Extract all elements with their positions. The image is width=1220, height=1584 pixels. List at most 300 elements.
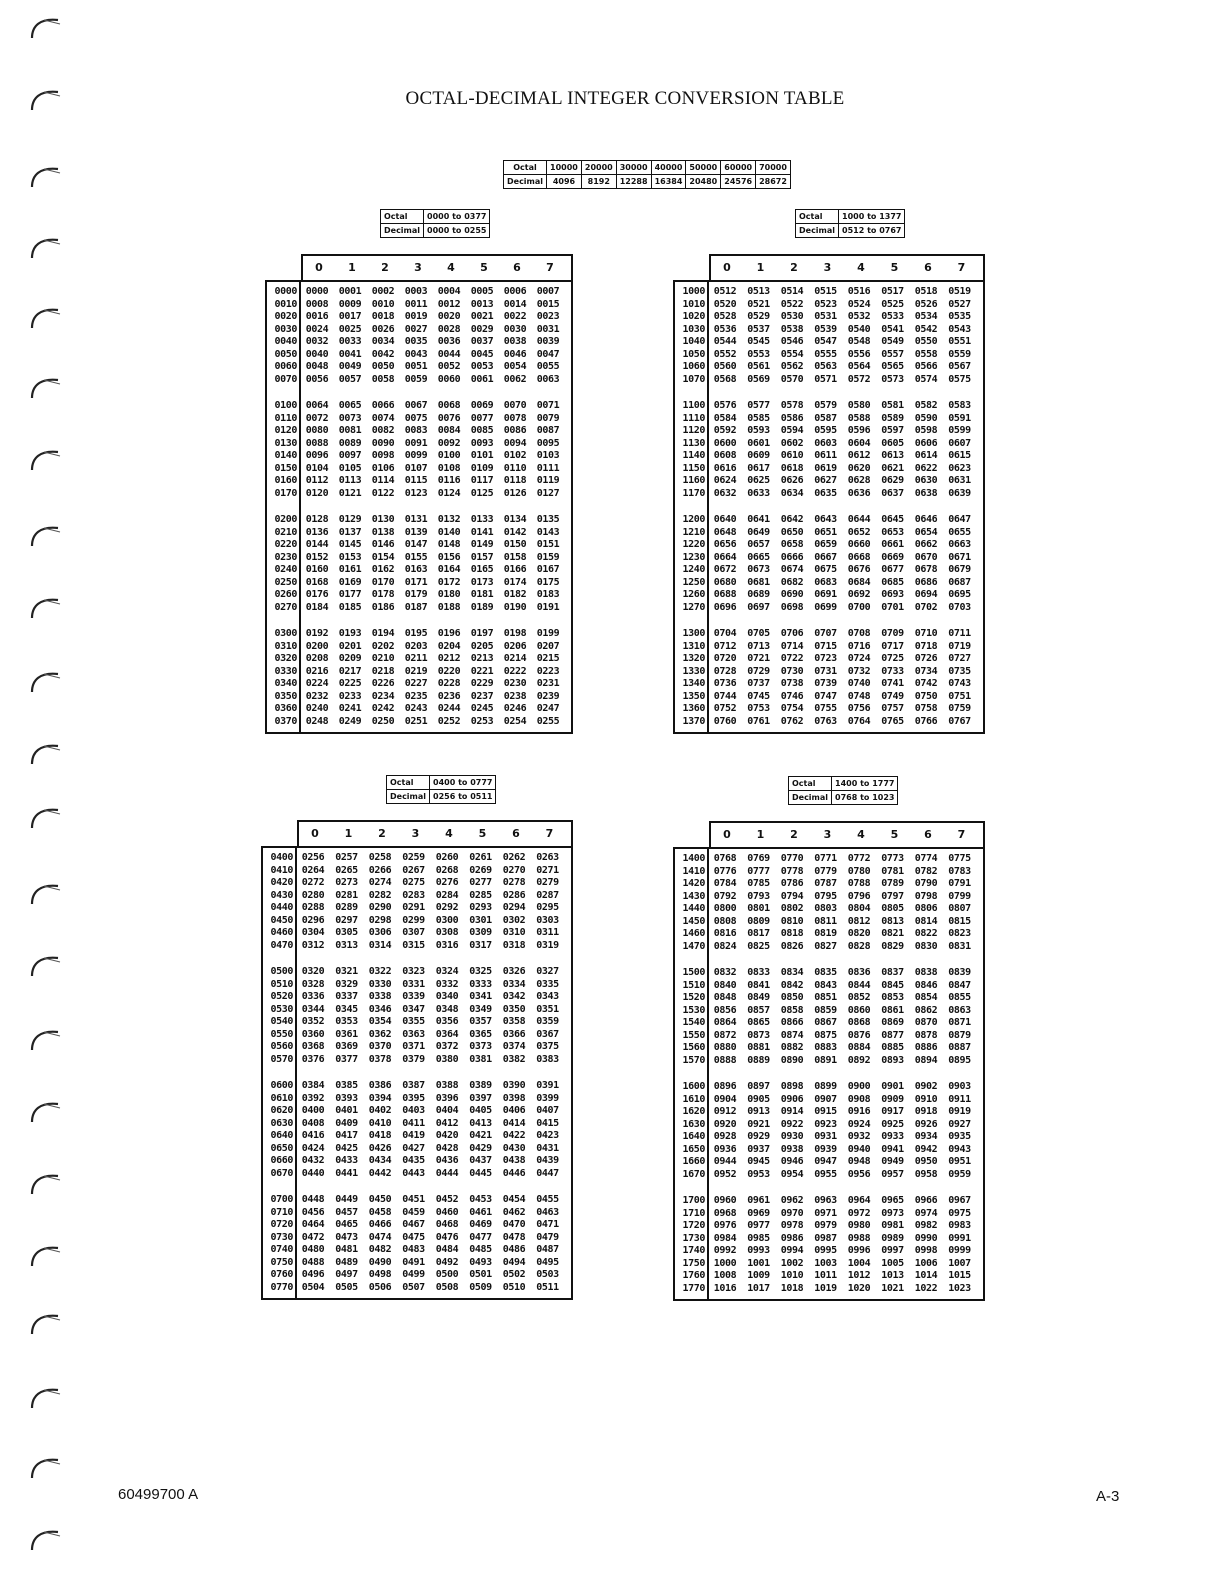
summary-decimal-cell: 4096 xyxy=(547,175,582,189)
table-row xyxy=(709,903,985,916)
column-header: 2 xyxy=(381,261,389,274)
decimal-cell: 0253 xyxy=(470,715,494,727)
decimal-cell: 0050 xyxy=(371,361,395,372)
column-header: 7 xyxy=(546,261,554,274)
decimal-cell: 0558 xyxy=(914,348,938,360)
decimal-cell: 0604 xyxy=(847,437,871,449)
decimal-cell: 0441 xyxy=(335,1167,358,1179)
decimal-cell: 0636 xyxy=(847,487,871,499)
decimal-cell: 0710 xyxy=(914,628,938,639)
decimal-cell: 0011 xyxy=(404,298,428,310)
decimal-cell: 0688 xyxy=(713,589,737,600)
decimal-cell: 0430 xyxy=(502,1142,526,1154)
table-row xyxy=(709,691,985,704)
decimal-cell: 0186 xyxy=(371,601,395,613)
decimal-cell: 0661 xyxy=(881,539,904,550)
decimal-cell: 0943 xyxy=(948,1143,971,1155)
decimal-cell: 0771 xyxy=(814,853,837,864)
decimal-cell: 0992 xyxy=(713,1245,737,1256)
table-row xyxy=(709,628,985,641)
decimal-cell: 0974 xyxy=(914,1207,938,1219)
decimal-cell: 0033 xyxy=(338,336,362,347)
column-header: 4 xyxy=(857,261,865,274)
row-octal-label: 0330 xyxy=(274,665,297,677)
decimal-cell: 0283 xyxy=(402,889,425,901)
decimal-cell: 0572 xyxy=(847,373,871,385)
decimal-cell: 0774 xyxy=(914,853,938,864)
decimal-cell: 0425 xyxy=(335,1142,358,1154)
decimal-cell: 0859 xyxy=(814,1004,837,1016)
row-octal-label: 1460 xyxy=(682,928,705,939)
decimal-cell: 0971 xyxy=(814,1207,837,1219)
decimal-cell: 0933 xyxy=(881,1131,904,1142)
table-row xyxy=(297,1054,573,1067)
row-octal-label: 0020 xyxy=(274,311,297,322)
decimal-cell: 0328 xyxy=(301,978,325,990)
decimal-cell: 0682 xyxy=(780,576,804,588)
decimal-cell: 0742 xyxy=(914,678,938,689)
decimal-cell: 0646 xyxy=(914,514,938,525)
row-octal-label: 1310 xyxy=(682,640,705,652)
decimal-cell: 0381 xyxy=(469,1053,492,1065)
range-octal-label: Octal xyxy=(789,777,832,791)
row-octal-label: 0040 xyxy=(274,336,297,347)
decimal-cell: 0340 xyxy=(435,991,459,1002)
row-octal-label: 0770 xyxy=(270,1281,293,1293)
decimal-cell: 0709 xyxy=(881,628,904,639)
table-row xyxy=(301,324,573,337)
decimal-cell: 0293 xyxy=(469,902,492,913)
punch-hole-mark xyxy=(24,668,64,694)
row-octal-label: 0140 xyxy=(274,450,297,461)
row-octal-label: 0160 xyxy=(274,475,297,486)
decimal-cell: 0837 xyxy=(881,967,904,978)
decimal-cell: 0734 xyxy=(914,665,938,677)
decimal-cell: 0927 xyxy=(948,1118,971,1130)
decimal-cell: 0632 xyxy=(713,487,737,499)
decimal-cell: 0077 xyxy=(470,412,494,424)
decimal-cell: 0447 xyxy=(536,1167,559,1179)
decimal-cell: 0635 xyxy=(814,487,837,499)
decimal-cell: 0341 xyxy=(469,991,492,1002)
decimal-cell: 0849 xyxy=(747,992,770,1003)
table-row xyxy=(301,539,573,552)
decimal-cell: 0505 xyxy=(335,1281,358,1293)
column-header: 6 xyxy=(512,827,520,840)
decimal-cell: 0569 xyxy=(747,373,770,385)
decimal-cell: 0987 xyxy=(814,1232,837,1244)
decimal-cell: 0256 xyxy=(301,852,325,863)
decimal-cell: 0960 xyxy=(713,1195,737,1206)
column-header: 3 xyxy=(823,828,832,841)
decimal-cell: 0356 xyxy=(435,1016,459,1027)
table-row xyxy=(709,374,985,387)
decimal-cell: 0876 xyxy=(847,1029,871,1041)
decimal-cell: 0720 xyxy=(713,653,737,664)
decimal-cell: 0334 xyxy=(502,978,526,990)
decimal-cell: 0522 xyxy=(780,298,804,310)
table-row xyxy=(297,1105,573,1118)
decimal-cell: 0398 xyxy=(502,1092,526,1104)
row-octal-label: 0620 xyxy=(270,1105,293,1116)
row-octal-label: 0030 xyxy=(274,323,297,335)
decimal-cell: 0654 xyxy=(914,526,938,538)
decimal-cell: 0299 xyxy=(402,914,425,926)
decimal-cell: 0830 xyxy=(914,940,938,952)
decimal-cell: 0890 xyxy=(780,1054,804,1066)
decimal-cell: 1011 xyxy=(814,1270,837,1281)
decimal-cell: 0638 xyxy=(914,487,938,499)
decimal-cell: 0422 xyxy=(502,1130,526,1141)
decimal-cell: 0479 xyxy=(536,1231,559,1243)
decimal-cell: 0599 xyxy=(948,425,971,436)
decimal-cell: 0567 xyxy=(948,361,971,372)
decimal-cell: 1008 xyxy=(713,1270,737,1281)
decimal-cell: 0589 xyxy=(881,412,904,424)
decimal-cell: 0939 xyxy=(814,1143,837,1155)
decimal-cell: 0225 xyxy=(338,678,362,689)
decimal-cell: 0106 xyxy=(371,462,395,474)
decimal-cell: 0406 xyxy=(502,1105,526,1116)
decimal-cell: 0030 xyxy=(503,323,527,335)
decimal-cell: 0000 xyxy=(305,286,329,297)
decimal-cell: 0153 xyxy=(338,551,362,563)
row-octal-label: 0660 xyxy=(270,1155,293,1166)
decimal-cell: 0670 xyxy=(914,551,938,563)
decimal-cell: 0818 xyxy=(780,928,804,939)
punch-hole-mark xyxy=(24,234,64,260)
row-octal-label: 1370 xyxy=(682,715,705,727)
table-row xyxy=(301,716,573,729)
decimal-cell: 0465 xyxy=(335,1219,358,1230)
decimal-cell: 0271 xyxy=(536,864,559,876)
decimal-cell: 0370 xyxy=(368,1041,392,1052)
punch-hole-mark xyxy=(24,880,64,906)
decimal-cell: 0295 xyxy=(536,902,559,913)
row-octal-label: 1130 xyxy=(682,437,705,449)
decimal-cell: 1012 xyxy=(847,1270,871,1281)
decimal-cell: 0368 xyxy=(301,1041,325,1052)
summary-decimal-cell: 28672 xyxy=(756,175,791,189)
decimal-cell: 0243 xyxy=(404,703,428,714)
table-row xyxy=(301,577,573,590)
decimal-cell: 0526 xyxy=(914,298,938,310)
decimal-cell: 0819 xyxy=(814,928,837,939)
decimal-cell: 0221 xyxy=(470,665,494,677)
summary-octal-cell: 60000 xyxy=(721,161,756,175)
range-octal-label: Octal xyxy=(387,776,430,790)
decimal-cell: 0878 xyxy=(914,1029,938,1041)
decimal-cell: 0049 xyxy=(338,361,362,372)
decimal-cell: 0191 xyxy=(536,601,560,613)
decimal-cell: 0894 xyxy=(914,1054,938,1066)
decimal-cell: 0841 xyxy=(747,979,770,991)
decimal-cell: 0152 xyxy=(305,551,329,563)
decimal-cell: 0767 xyxy=(948,715,971,727)
decimal-cell: 0058 xyxy=(371,373,395,385)
row-octal-label: 1530 xyxy=(682,1004,705,1016)
decimal-cell: 0481 xyxy=(335,1244,358,1255)
decimal-cell: 0918 xyxy=(914,1106,938,1117)
table-row xyxy=(709,1195,985,1208)
decimal-cell: 0529 xyxy=(747,311,770,322)
decimal-cell: 0866 xyxy=(780,1017,804,1028)
decimal-cell: 0839 xyxy=(948,967,971,978)
decimal-cell: 0297 xyxy=(335,914,358,926)
decimal-cell: 0308 xyxy=(435,927,459,938)
decimal-cell: 0932 xyxy=(847,1131,871,1142)
decimal-cell: 0775 xyxy=(948,853,971,864)
decimal-cell: 0440 xyxy=(301,1167,325,1179)
decimal-cell: 0510 xyxy=(502,1281,526,1293)
decimal-cell: 0231 xyxy=(536,678,560,689)
decimal-cell: 0708 xyxy=(847,628,871,639)
decimal-cell: 0361 xyxy=(335,1028,358,1040)
decimal-cell: 0157 xyxy=(470,551,494,563)
decimal-cell: 0352 xyxy=(301,1016,325,1027)
decimal-cell: 0748 xyxy=(847,690,871,702)
decimal-cell: 0626 xyxy=(780,475,804,486)
decimal-cell: 0129 xyxy=(338,514,362,525)
decimal-cell: 0039 xyxy=(536,336,560,347)
row-octal-label: 0550 xyxy=(270,1028,293,1040)
decimal-cell: 0338 xyxy=(368,991,392,1002)
decimal-cell: 0527 xyxy=(948,298,971,310)
decimal-cell: 0554 xyxy=(780,348,804,360)
decimal-cell: 0972 xyxy=(847,1207,871,1219)
row-octal-label: 0310 xyxy=(274,640,297,652)
row-octal-label: 1240 xyxy=(682,564,705,575)
decimal-cell: 0239 xyxy=(536,690,560,702)
decimal-cell: 0417 xyxy=(335,1130,358,1141)
decimal-cell: 0012 xyxy=(437,298,461,310)
decimal-cell: 0694 xyxy=(914,589,938,600)
decimal-cell: 0456 xyxy=(301,1206,325,1218)
decimal-cell: 0778 xyxy=(780,865,804,877)
table-row xyxy=(301,475,573,488)
decimal-cell: 0617 xyxy=(747,462,770,474)
decimal-cell: 0698 xyxy=(780,601,804,613)
decimal-cell: 0674 xyxy=(780,564,804,575)
decimal-cell: 1005 xyxy=(881,1257,904,1269)
decimal-cell: 0978 xyxy=(780,1220,804,1231)
decimal-cell: 0549 xyxy=(881,336,904,347)
table-row xyxy=(301,514,573,527)
decimal-cell: 0497 xyxy=(335,1269,358,1280)
decimal-cell: 0685 xyxy=(881,576,904,588)
decimal-cell: 0669 xyxy=(881,551,904,563)
row-octal-label: 1120 xyxy=(682,425,705,436)
decimal-cell: 0536 xyxy=(713,323,737,335)
decimal-cell: 0810 xyxy=(780,915,804,927)
decimal-cell: 0249 xyxy=(338,715,362,727)
decimal-cell: 0520 xyxy=(713,298,737,310)
decimal-cell: 0291 xyxy=(402,902,425,913)
decimal-cell: 0326 xyxy=(502,966,526,977)
decimal-cell: 0415 xyxy=(536,1117,559,1129)
decimal-cell: 0248 xyxy=(305,715,329,727)
decimal-cell: 0523 xyxy=(814,298,837,310)
decimal-cell: 0947 xyxy=(814,1156,837,1167)
decimal-cell: 0783 xyxy=(948,865,971,877)
decimal-cell: 0474 xyxy=(368,1231,392,1243)
decimal-cell: 0588 xyxy=(847,412,871,424)
column-header: 4 xyxy=(447,261,455,274)
decimal-cell: 0262 xyxy=(502,852,526,863)
decimal-cell: 0446 xyxy=(502,1167,526,1179)
decimal-cell: 0942 xyxy=(914,1143,938,1155)
decimal-cell: 0856 xyxy=(713,1004,737,1016)
decimal-cell: 0469 xyxy=(469,1219,492,1230)
decimal-cell: 0886 xyxy=(914,1042,938,1053)
decimal-cell: 0773 xyxy=(881,853,904,864)
decimal-cell: 0954 xyxy=(780,1168,804,1180)
decimal-cell: 0853 xyxy=(881,992,904,1003)
decimal-cell: 0442 xyxy=(368,1167,392,1179)
table-row xyxy=(709,641,985,654)
decimal-cell: 0344 xyxy=(301,1003,325,1015)
row-octal-label: 1400 xyxy=(682,853,705,864)
range-octal-value: 0000 to 0377 xyxy=(424,210,490,224)
decimal-cell: 0117 xyxy=(470,475,494,486)
row-octal-label: 1560 xyxy=(682,1042,705,1053)
table-row xyxy=(297,1244,573,1257)
decimal-cell: 0873 xyxy=(747,1029,770,1041)
row-octal-label: 1600 xyxy=(682,1081,705,1092)
decimal-cell: 0603 xyxy=(814,437,837,449)
decimal-cell: 0209 xyxy=(338,653,362,664)
decimal-cell: 0028 xyxy=(437,323,461,335)
decimal-cell: 0958 xyxy=(914,1168,938,1180)
page-title: OCTAL-DECIMAL INTEGER CONVERSION TABLE xyxy=(405,88,845,109)
decimal-cell: 0741 xyxy=(881,678,904,689)
decimal-cell: 0314 xyxy=(368,939,392,951)
row-octal-label: 0130 xyxy=(274,437,297,449)
decimal-cell: 0611 xyxy=(814,450,837,461)
decimal-cell: 0413 xyxy=(469,1117,492,1129)
decimal-cell: 0246 xyxy=(503,703,527,714)
column-header: 4 xyxy=(857,828,865,841)
decimal-cell: 0371 xyxy=(402,1041,425,1052)
table-row xyxy=(709,703,985,716)
table-row xyxy=(709,488,985,501)
decimal-cell: 0515 xyxy=(814,286,837,297)
decimal-cell: 0312 xyxy=(301,939,325,951)
decimal-cell: 0780 xyxy=(847,865,871,877)
decimal-cell: 0329 xyxy=(335,978,358,990)
decimal-cell: 0155 xyxy=(404,551,428,563)
decimal-cell: 0594 xyxy=(780,425,804,436)
decimal-cell: 0713 xyxy=(747,640,770,652)
decimal-cell: 0779 xyxy=(814,865,837,877)
decimal-cell: 0266 xyxy=(368,864,392,876)
decimal-cell: 0193 xyxy=(338,628,362,639)
decimal-cell: 0322 xyxy=(368,966,392,977)
table-row xyxy=(301,425,573,438)
column-header: 5 xyxy=(480,261,488,274)
decimal-cell: 0492 xyxy=(435,1256,459,1268)
decimal-cell: 0961 xyxy=(747,1195,770,1206)
decimal-cell: 0472 xyxy=(301,1231,325,1243)
decimal-cell: 0729 xyxy=(747,665,770,677)
decimal-cell: 0185 xyxy=(338,601,362,613)
decimal-cell: 0832 xyxy=(713,967,737,978)
table-row xyxy=(709,602,985,615)
decimal-cell: 0605 xyxy=(881,437,904,449)
decimal-cell: 0823 xyxy=(948,928,971,939)
column-header: 2 xyxy=(790,261,798,274)
table-row xyxy=(297,890,573,903)
decimal-cell: 0411 xyxy=(402,1117,425,1129)
decimal-cell: 0348 xyxy=(435,1003,459,1015)
decimal-cell: 0048 xyxy=(305,361,329,372)
decimal-cell: 0408 xyxy=(301,1117,325,1129)
decimal-cell: 0223 xyxy=(536,665,560,677)
decimal-cell: 0740 xyxy=(847,678,871,689)
decimal-cell: 0705 xyxy=(747,628,770,639)
row-octal-label: 1030 xyxy=(682,323,705,335)
decimal-cell: 0935 xyxy=(948,1131,971,1142)
decimal-cell: 1009 xyxy=(747,1270,770,1281)
decimal-cell: 0970 xyxy=(780,1207,804,1219)
decimal-cell: 0008 xyxy=(305,298,329,310)
column-header: 3 xyxy=(411,827,420,840)
decimal-cell: 0955 xyxy=(814,1168,837,1180)
decimal-cell: 0428 xyxy=(435,1142,459,1154)
decimal-cell: 0872 xyxy=(713,1029,737,1041)
table-row xyxy=(709,1270,985,1283)
decimal-cell: 0385 xyxy=(335,1080,358,1091)
decimal-cell: 0795 xyxy=(814,890,837,902)
decimal-cell: 1013 xyxy=(881,1270,904,1281)
row-octal-label: 1170 xyxy=(682,487,705,499)
row-octal-label: 0430 xyxy=(270,889,293,901)
decimal-cell: 0874 xyxy=(780,1029,804,1041)
decimal-cell: 0204 xyxy=(437,640,461,652)
decimal-cell: 0701 xyxy=(881,601,904,613)
decimal-cell: 0733 xyxy=(881,665,904,677)
row-octal-label: 0540 xyxy=(270,1016,293,1027)
decimal-cell: 0313 xyxy=(335,939,358,951)
decimal-cell: 0925 xyxy=(881,1118,904,1130)
decimal-cell: 0065 xyxy=(338,400,362,411)
decimal-cell: 0298 xyxy=(368,914,392,926)
row-octal-label: 1000 xyxy=(682,286,705,297)
decimal-cell: 0976 xyxy=(713,1220,737,1231)
decimal-cell: 0776 xyxy=(713,865,737,877)
decimal-cell: 0450 xyxy=(368,1194,392,1205)
table-row xyxy=(297,1194,573,1207)
range-decimal-value: 0768 to 1023 xyxy=(832,791,898,805)
summary-decimal-cell: 20480 xyxy=(686,175,721,189)
decimal-cell: 0150 xyxy=(503,539,527,550)
row-octal-label: 0200 xyxy=(274,514,297,525)
punch-hole-mark xyxy=(24,522,64,548)
decimal-cell: 0037 xyxy=(470,336,494,347)
table-row xyxy=(301,678,573,691)
range-octal-label: Octal xyxy=(381,210,424,224)
decimal-cell: 0908 xyxy=(847,1093,871,1105)
decimal-cell: 0986 xyxy=(780,1232,804,1244)
decimal-cell: 0750 xyxy=(914,690,938,702)
decimal-cell: 0224 xyxy=(305,678,329,689)
decimal-cell: 0784 xyxy=(713,878,737,889)
decimal-cell: 0119 xyxy=(536,475,560,486)
decimal-cell: 0179 xyxy=(404,589,428,600)
decimal-cell: 0969 xyxy=(747,1207,770,1219)
decimal-cell: 0867 xyxy=(814,1017,837,1028)
decimal-cell: 0294 xyxy=(502,902,526,913)
